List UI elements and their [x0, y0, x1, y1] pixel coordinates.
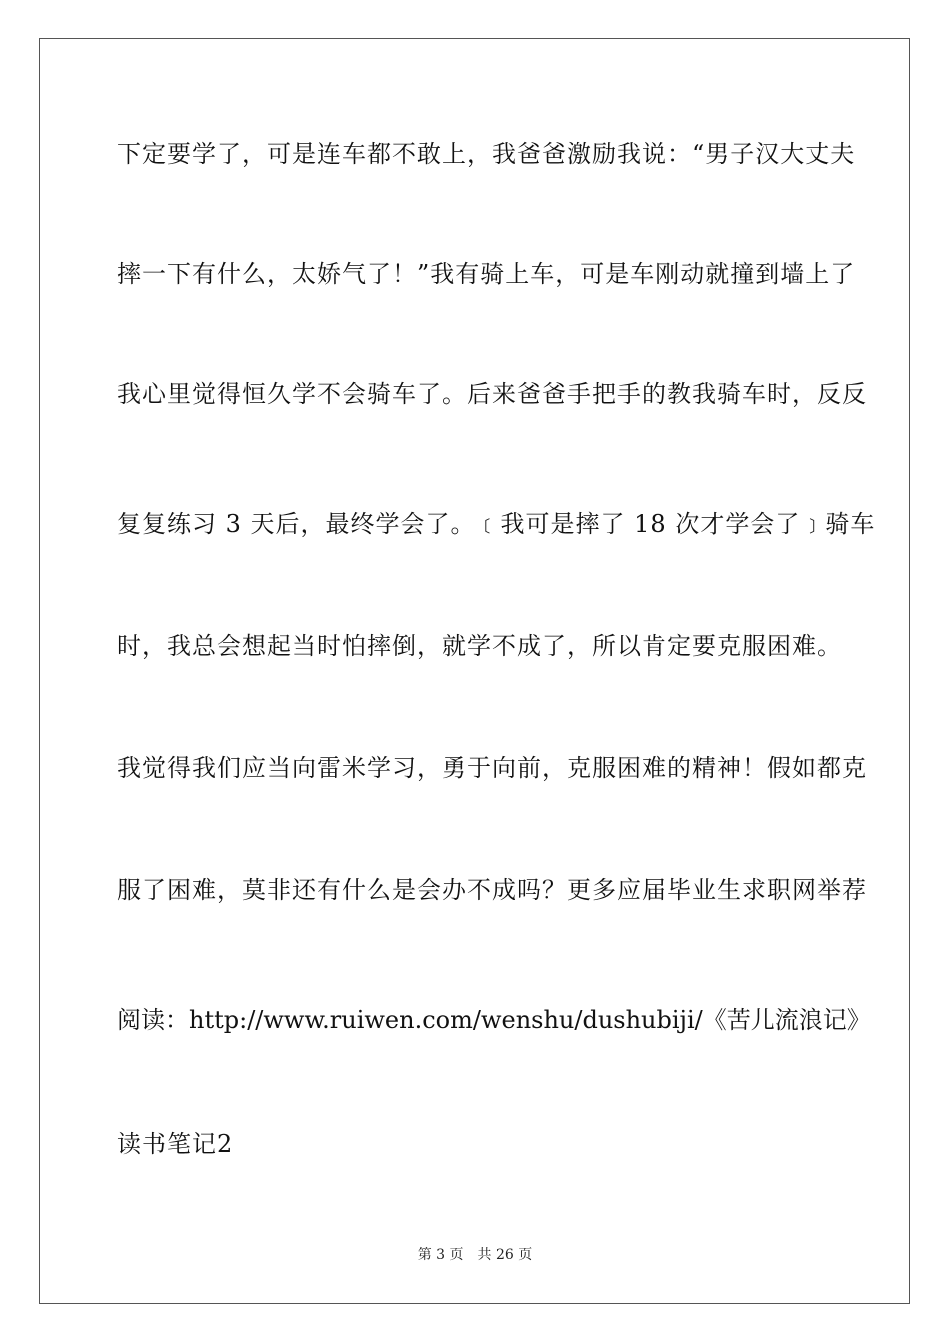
body-text-line: 我觉得我们应当向雷米学习，勇于向前，克服困难的精神！假如都克	[117, 754, 867, 782]
body-text-line: 时，我总会想起当时怕摔倒，就学不成了，所以肯定要克服困难。	[117, 632, 842, 660]
body-text-line: 下定要学了，可是连车都不敢上，我爸爸激励我说：“男子汉大丈夫	[117, 140, 856, 168]
page-number-current: 第 3 页	[417, 1247, 464, 1263]
body-text-line: 服了困难，莫非还有什么是会办不成吗？更多应届毕业生求职网举荐	[117, 876, 867, 904]
body-text-line: 摔一下有什么，太娇气了！”我有骑上车，可是车刚动就撞到墙上了	[117, 260, 856, 288]
page-footer	[0, 1246, 950, 1264]
body-text-line: 我心里觉得恒久学不会骑车了。后来爸爸手把手的教我骑车时，反反	[117, 380, 867, 408]
page-border	[39, 38, 910, 1304]
body-text-line: 复复练习 3 天后，最终学会了。﹝我可是摔了 18 次才学会了﹞骑车	[117, 510, 876, 538]
body-text-line-with-url: 阅读：http://www.ruiwen.com/wenshu/dushubiji/《苦儿流浪记》	[117, 1006, 871, 1034]
section-heading: 读书笔记2	[117, 1130, 234, 1158]
page-number-total: 共 26 页	[477, 1247, 533, 1263]
